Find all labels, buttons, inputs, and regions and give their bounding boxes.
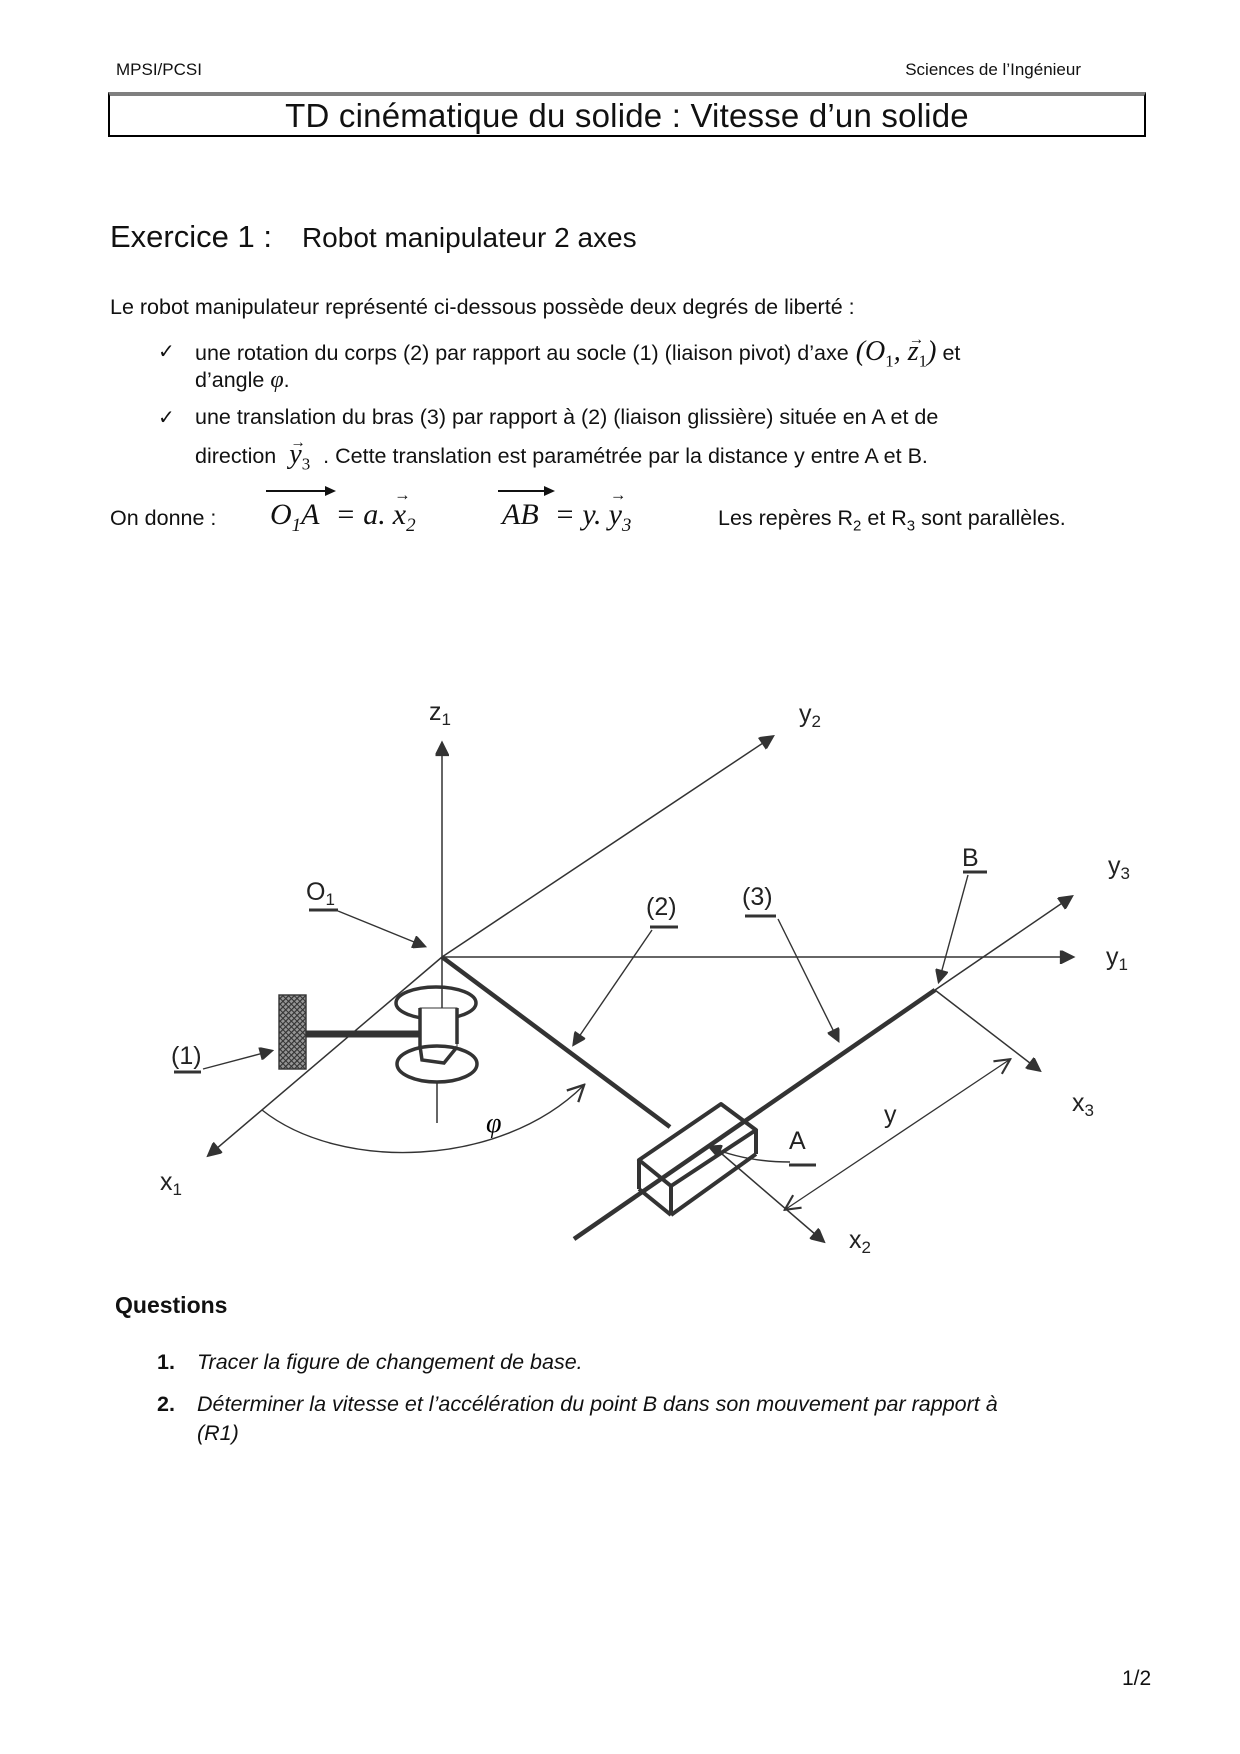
leader-arrows	[203, 875, 968, 1162]
f2-sub: 3	[621, 515, 632, 536]
y-dimension-line	[786, 1060, 1009, 1209]
f1-sub2: 2	[406, 515, 416, 536]
base-assembly	[279, 957, 477, 1123]
part2-label: (2)	[646, 893, 677, 921]
pivot-cylinder	[420, 1008, 457, 1048]
given-label: On donne :	[110, 506, 217, 530]
page-number: 1/2	[1122, 1667, 1152, 1690]
y2-axis-label: $y_2$	[799, 700, 821, 731]
x1-axis-label: $x_1$	[160, 1168, 182, 1199]
math-z-vector: z →	[908, 338, 919, 365]
y3-axis	[935, 897, 1071, 990]
bullet-1-text: une rotation du corps (2) par rapport au socle (1) (liaison pivot) d’axe	[195, 341, 849, 365]
phi-symbol: φ	[270, 367, 284, 393]
f2-y-vector: y →	[609, 498, 622, 532]
check-icon: ✓	[158, 407, 175, 429]
question-1	[157, 1350, 1157, 1375]
math-sub-3: 3	[301, 454, 311, 474]
arm-3	[574, 990, 935, 1239]
f1-A: A	[301, 498, 320, 531]
pivot-bottom-flange	[397, 1046, 477, 1082]
question-1-number: 1.	[157, 1350, 175, 1374]
bullet-2-line-1: une translation du bras (3) par rapport à (2) (liaison glissière) située en A et de	[195, 405, 939, 429]
question-2	[157, 1392, 1157, 1417]
f1-equals: = a.	[335, 498, 386, 531]
question-2-number: 2.	[157, 1392, 175, 1416]
header-right: Sciences de l’Ingénieur	[905, 60, 1081, 79]
note-part: et R	[861, 506, 907, 530]
o1-point-label: $O_1$	[306, 878, 335, 909]
part2-leader-arrow	[574, 930, 652, 1044]
note-sub: 3	[906, 517, 916, 535]
check-icon: ✓	[158, 341, 175, 363]
math-open-paren: (O	[855, 336, 886, 367]
slider-block	[639, 1104, 756, 1215]
part3-label: (3)	[742, 883, 773, 911]
a-point-label: A	[789, 1127, 806, 1155]
math-sub-1: 1	[885, 351, 894, 371]
math-y-vector: y →	[289, 441, 301, 468]
note-part: sont parallèles.	[915, 506, 1066, 530]
phi-angle-label: φ	[486, 1108, 502, 1139]
b-point-label: B	[962, 844, 979, 872]
x3-axis-label: $x_3$	[1072, 1089, 1094, 1120]
x2-axis-label: $x_2$	[849, 1226, 871, 1257]
note-sub: 2	[853, 517, 862, 535]
direction-text: direction	[195, 444, 277, 468]
f1-O: O	[270, 498, 292, 531]
question-2-text-line2: (R1)	[197, 1421, 239, 1445]
part1-label: (1)	[171, 1042, 202, 1070]
exercise-name: Robot manipulateur 2 axes	[301, 222, 637, 253]
bullet-2-text-end: . Cette translation est paramétrée par la distance y entre A et B.	[323, 444, 928, 468]
f1-sub1: 1	[291, 515, 302, 536]
z1-axis-label: $z_1$	[429, 698, 451, 729]
bullet-1-text-end: et	[942, 341, 961, 365]
note-part: Les repères R	[718, 506, 854, 530]
math-sub-2: 1	[918, 351, 928, 371]
y-dimension-label: y	[884, 1101, 897, 1129]
phi-angle-arc	[262, 1086, 583, 1153]
o1-leader-arrow	[338, 911, 424, 946]
x3-axis	[935, 990, 1039, 1070]
intro-paragraph: Le robot manipulateur représenté ci-dessous possède deux degrés de liberté :	[110, 295, 855, 319]
part3-leader-arrow	[778, 919, 838, 1040]
questions-heading: Questions	[115, 1292, 228, 1318]
part1-leader-arrow	[203, 1051, 271, 1069]
header-left: MPSI/PCSI	[116, 60, 202, 79]
question-1-text: Tracer la figure de changement de base.	[197, 1350, 583, 1374]
math-close-paren: )	[927, 336, 937, 367]
f2-equals: = y.	[554, 498, 602, 531]
body-2-arm	[442, 957, 670, 1127]
period: .	[283, 368, 290, 392]
y2-axis	[442, 737, 772, 957]
f1-x-vector: x →	[393, 498, 406, 532]
math-comma: ,	[893, 336, 901, 367]
slider-edge	[639, 1189, 671, 1215]
b-leader-arrow	[939, 875, 968, 981]
wall-bracket	[279, 995, 306, 1069]
question-2-text: Déterminer la vitesse et l’accélération du point B dans son mouvement par rapport à	[197, 1392, 998, 1416]
page-title: TD cinématique du solide : Vitesse d’un solide	[285, 96, 969, 134]
y1-axis-label: $y_1$	[1106, 943, 1128, 974]
formula-2-lhs: AB	[498, 483, 555, 532]
angle-text: d’angle	[195, 368, 265, 392]
exercise-label: Exercice 1 :	[110, 219, 272, 254]
y3-axis-label: $y_3$	[1108, 852, 1130, 883]
